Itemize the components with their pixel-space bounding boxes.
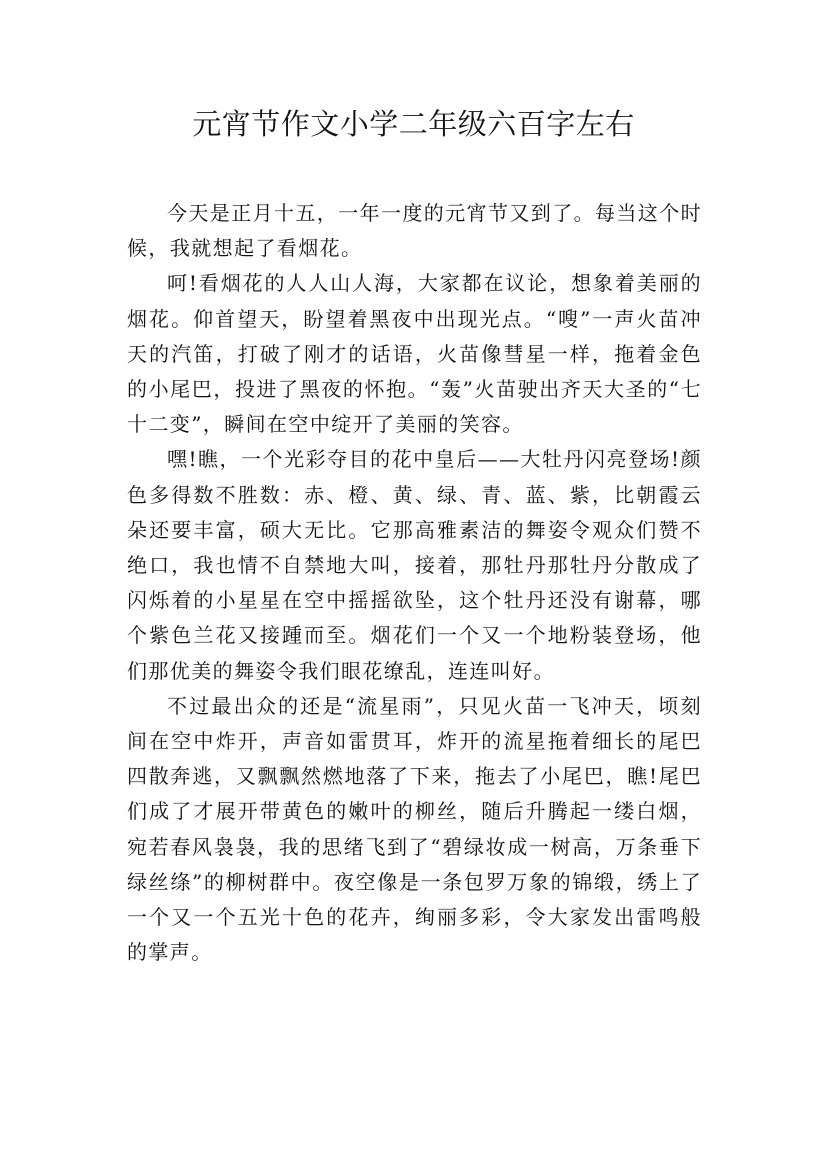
paragraph-3: 嘿!瞧，一个光彩夺目的花中皇后——大牡丹闪亮登场!颜色多得数不胜数：赤、橙、黄、绿、青、蓝、紫，比朝霞云朵还要丰富，硕大无比。它那高雅素洁的舞姿令观众们赞不绝口，我也情不自禁地大叫，接着，那牡丹那牡丹分散成了闪烁着的小星星在空中摇摇欲坠，这个牡丹还没有谢幕，哪个紫色兰花又接踵而至。烟花们一个又一个地粉装登场，他们那优美的舞姿令我们眼花缭乱，连连叫好。 bbox=[127, 447, 702, 683]
paragraph-4: 不过最出众的还是“流星雨”，只见火苗一飞冲天，顷刻间在空中炸开，声音如雷贯耳，炸开的流星拖着细长的尾巴四散奔逃，又飘飘然燃地落了下来，拖去了小尾巴，瞧!尾巴们成了才展开带黄色的嫩叶的柳丝，随后升腾起一缕白烟，宛若春风袅袅，我的思绪飞到了“碧绿妆成一树高，万条垂下绿丝绦”的柳树群中。夜空像是一条包罗万象的锦缎，绣上了一个又一个五光十色的花卉，绚丽多彩，令大家发出雷鸣般的掌声。 bbox=[127, 693, 702, 965]
document-title: 元宵节作文小学二年级六百字左右 bbox=[192, 107, 635, 141]
document-body bbox=[127, 196, 702, 970]
paragraph-1: 今天是正月十五，一年一度的元宵节又到了。每当这个时候，我就想起了看烟花。 bbox=[127, 201, 702, 261]
paragraph-2: 呵!看烟花的人人山人海，大家都在议论，想象着美丽的烟花。仰首望天，盼望着黑夜中出现光点。“嗖”一声火苗冲天的汽笛，打破了刚才的话语，火苗像彗星一样，拖着金色的小尾巴，投进了黑夜的怀抱。“轰”火苗驶出齐天大圣的“七十二变”，瞬间在空中绽开了美丽的笑容。 bbox=[127, 271, 702, 437]
